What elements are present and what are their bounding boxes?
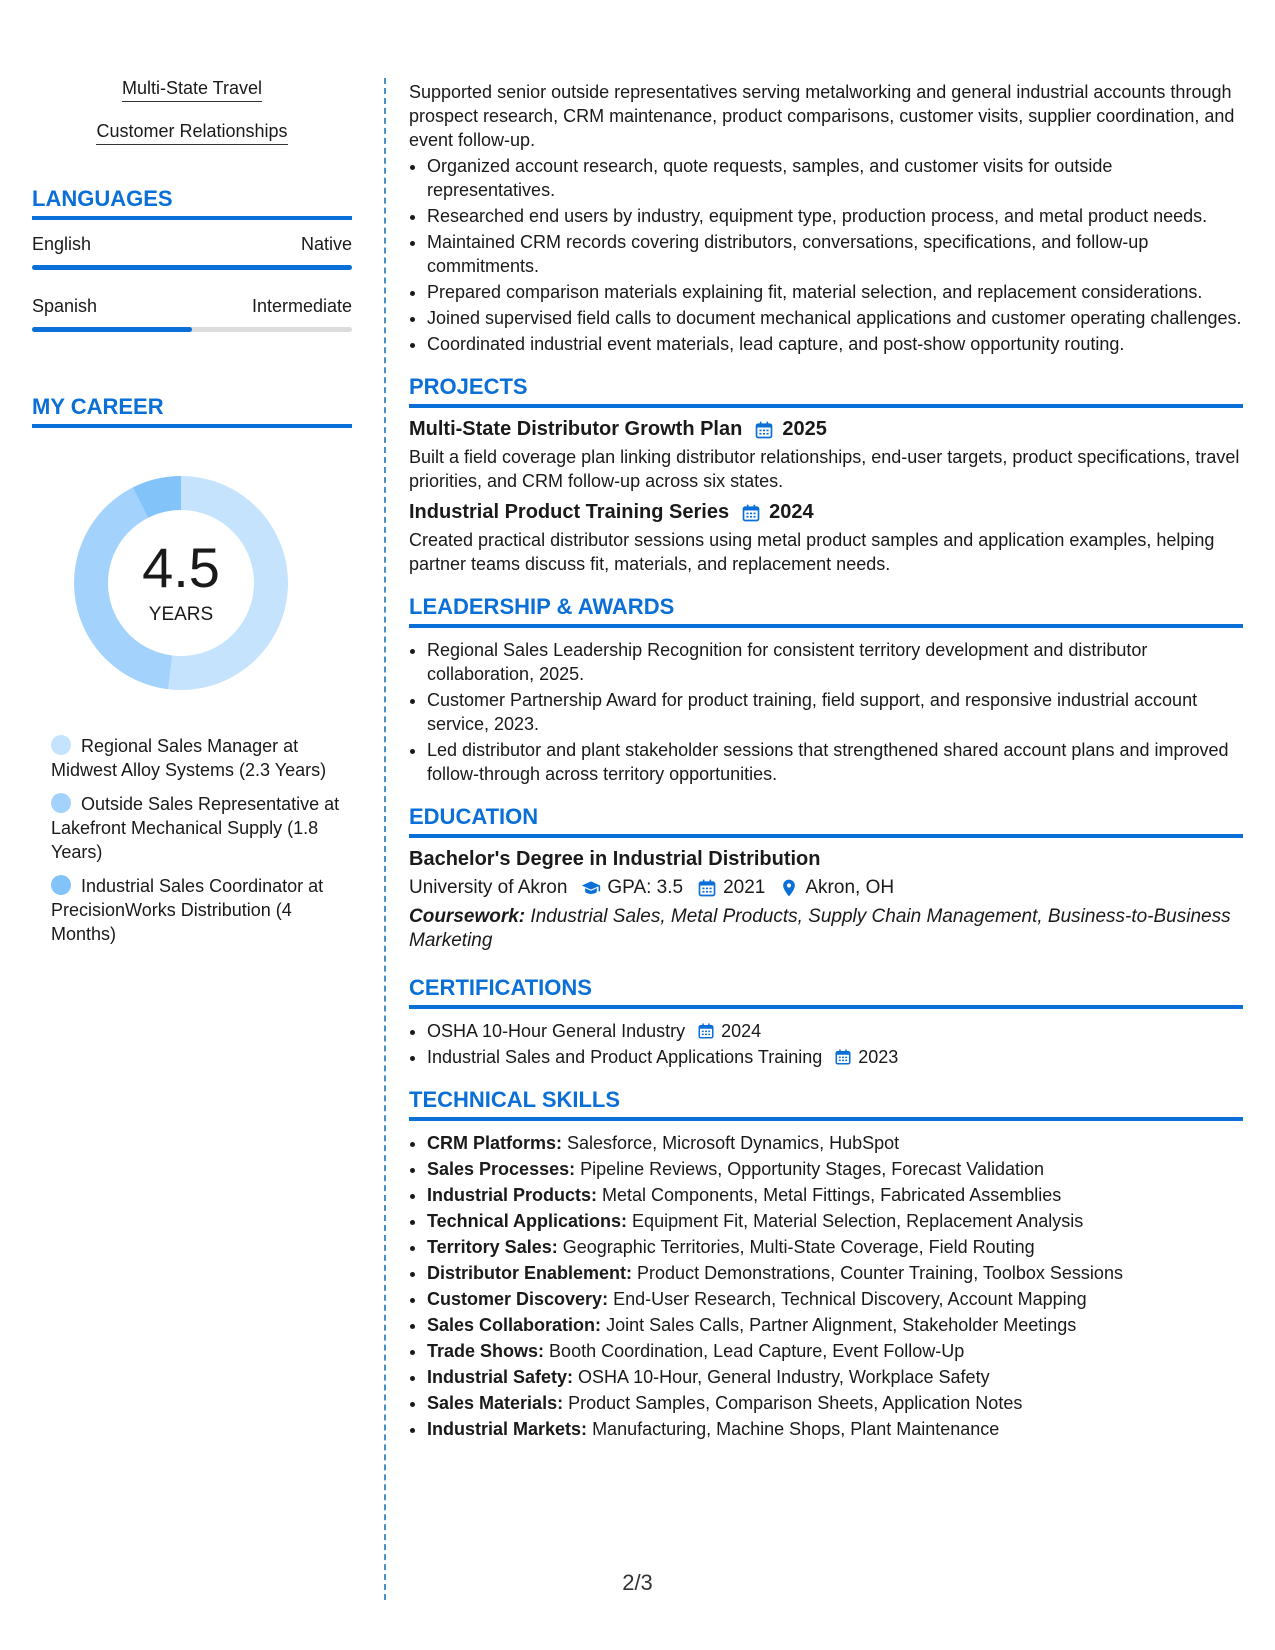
career-donut-chart [66,468,296,698]
leadership-bullet: • Regional Sales Leadership Recognition for consistent territory development and distributor collaboration, 2025. [427,638,1243,686]
legend-dot [51,793,71,813]
skill-category: Sales Collaboration: [427,1315,602,1335]
section-title: MY CAREER [32,394,352,428]
coursework-label: Coursework: [409,906,526,927]
graduation-year: 2021 [723,877,766,898]
coursework [409,905,1243,953]
project-description: Created practical distributor sessions using metal product samples and application examples, helping partner teams discuss fit, materials, and replacement needs. [409,530,1215,574]
skill-values: Booth Coordination, Lead Capture, Event Follow-Up [549,1341,965,1361]
coursework-list: Industrial Sales, Metal Products, Supply Chain Management, Business-to-Business Marketing [409,906,1231,951]
skill-values: OSHA 10-Hour, General Industry, Workplace Safety [578,1367,990,1387]
skill-category: Industrial Products: [427,1185,598,1205]
section-title: TECHNICAL SKILLS [409,1087,1243,1121]
leadership-bullets [427,638,1243,786]
section-title: CERTIFICATIONS [409,975,1243,1009]
section-title: LEADERSHIP & AWARDS [409,594,1243,628]
skill-values: Salesforce, Microsoft Dynamics, HubSpot [567,1133,900,1153]
language-level: Intermediate [251,296,352,316]
career-role-label: Regional Sales Manager at Midwest Alloy Systems (2.3 Years) [51,736,327,780]
project-item [409,418,1243,493]
skill-category: Industrial Safety: [427,1367,574,1387]
calendar-icon [754,420,774,440]
strength-item: Customer Relationships [32,121,352,142]
main-content [409,80,1243,1443]
skill-values: Joint Sales Calls, Partner Alignment, Stakeholder Meetings [606,1315,1077,1335]
language-item [32,296,352,332]
experience-bullet: • Joined supervised field calls to document mechanical applications and customer operating challenges. [427,306,1243,330]
calendar-icon [834,1048,852,1066]
experience-bullet: • Researched end users by industry, equipment type, production process, and metal product needs. [427,204,1243,228]
skills-list [427,1131,1243,1441]
experience-bullet: • Prepared comparison materials explaining fit, material selection, and replacement considerations. [427,280,1243,304]
skill-item [427,1183,1243,1207]
skill-category: Sales Processes: [427,1159,576,1179]
skill-values: Product Demonstrations, Counter Training, Toolbox Sessions [637,1263,1123,1283]
experience-bullets [427,154,1243,356]
language-proficiency-bar [32,265,352,270]
skill-category: Sales Materials: [427,1393,564,1413]
calendar-icon [741,503,761,523]
language-proficiency-fill [32,327,192,332]
section-title: EDUCATION [409,804,1243,838]
skill-category: Distributor Enablement: [427,1263,633,1283]
skill-item [427,1209,1243,1233]
language-name: English [32,234,92,254]
certification-year: 2023 [858,1047,899,1067]
skill-item [427,1339,1243,1363]
project-year: 2025 [782,418,827,440]
skill-values: Metal Components, Metal Fittings, Fabricated Assemblies [602,1185,1062,1205]
skill-values: Pipeline Reviews, Opportunity Stages, Forecast Validation [580,1159,1045,1179]
career-role [51,792,352,864]
skill-values: Equipment Fit, Material Selection, Replacement Analysis [632,1211,1084,1231]
experience-bullet: • Organized account research, quote requests, samples, and customer visits for outside representatives. [427,154,1243,202]
skill-values: Manufacturing, Machine Shops, Plant Maintenance [592,1419,1000,1439]
project-header [409,418,1243,441]
language-proficiency-bar [32,327,352,332]
project-description: Built a field coverage plan linking distributor relationships, end-user targets, product specifications, travel priorities, and CRM follow-up across six states. [409,447,1240,491]
language-proficiency-fill [32,265,352,270]
school-location: Akron, OH [805,877,895,898]
skill-values: Product Samples, Comparison Sheets, Application Notes [568,1393,1023,1413]
skill-item [427,1261,1243,1285]
skill-category: Industrial Markets: [427,1419,588,1439]
certification-name: • OSHA 10-Hour General Industry [427,1021,686,1041]
project-header [409,501,1243,524]
column-divider [384,78,386,1600]
skill-item [427,1391,1243,1415]
career-total-unit: YEARS [148,604,214,625]
section-title: PROJECTS [409,374,1243,408]
skill-category: Territory Sales: [427,1237,558,1257]
project-item [409,501,1243,576]
experience-bullet: • Coordinated industrial event materials, lead capture, and post-show opportunity routing. [427,332,1243,356]
skill-item [427,1417,1243,1441]
experience-bullet: • Maintained CRM records covering distributors, conversations, specifications, and follow-up commitments. [427,230,1243,278]
career-role-label: Industrial Sales Coordinator at PrecisionWorks Distribution (4 Months) [51,876,324,944]
certification-item [427,1045,1243,1069]
project-name: Industrial Product Training Series [409,501,730,523]
language-name: Spanish [32,296,98,316]
education-entry [409,848,1243,953]
certification-name: • Industrial Sales and Product Applications Training [427,1047,823,1067]
leadership-bullet: • Customer Partnership Award for product training, field support, and responsive industrial account service, 2023. [427,688,1243,736]
certification-year: 2024 [721,1021,762,1041]
project-year: 2024 [769,501,814,523]
certification-item [427,1019,1243,1043]
education-meta [409,877,1243,899]
project-name: Multi-State Distributor Growth Plan [409,418,743,440]
skill-values: Geographic Territories, Multi-State Coverage, Field Routing [562,1237,1035,1257]
career-total-value: 4.5 [142,536,220,599]
skill-item [427,1131,1243,1155]
calendar-icon [697,878,717,898]
sidebar [32,78,352,956]
career-role [51,734,352,782]
languages-section [32,186,352,332]
skill-item [427,1287,1243,1311]
gpa: GPA: 3.5 [607,877,684,898]
career-role [51,874,352,946]
graduation-cap-icon [581,878,601,898]
skill-category: Trade Shows: [427,1341,545,1361]
career-role-list [51,734,352,946]
degree-title: Bachelor's Degree in Industrial Distribution [409,848,821,870]
strength-item: Multi-State Travel [32,78,352,99]
skill-item [427,1157,1243,1181]
career-role-label: Outside Sales Representative at Lakefront Mechanical Supply (1.8 Years) [51,794,340,862]
legend-dot [51,875,71,895]
skill-item [427,1365,1243,1389]
school-name: University of Akron [409,877,568,898]
projects-list [409,418,1243,576]
map-pin-icon [779,878,799,898]
experience-intro: Supported senior outside representatives serving metalworking and general industrial accounts through prospect research, CRM maintenance, product comparisons, customer visits, supplier coordination, and event follow-up. [409,82,1235,150]
skill-category: CRM Platforms: [427,1133,563,1153]
legend-dot [51,735,71,755]
skill-values: End-User Research, Technical Discovery, Account Mapping [613,1289,1087,1309]
career-section [32,394,352,946]
section-title: LANGUAGES [32,186,352,220]
calendar-icon [697,1022,715,1040]
language-item [32,234,352,270]
page-number: 2/3 [622,1570,653,1595]
skill-item [427,1235,1243,1259]
skill-category: Customer Discovery: [427,1289,609,1309]
language-level: Native [300,234,352,254]
skill-item [427,1313,1243,1337]
skill-category: Technical Applications: [427,1211,628,1231]
leadership-bullet: • Led distributor and plant stakeholder sessions that strengthened shared account plans and improved follow-through across territory opportunities. [427,738,1243,786]
certifications-list [427,1019,1243,1069]
